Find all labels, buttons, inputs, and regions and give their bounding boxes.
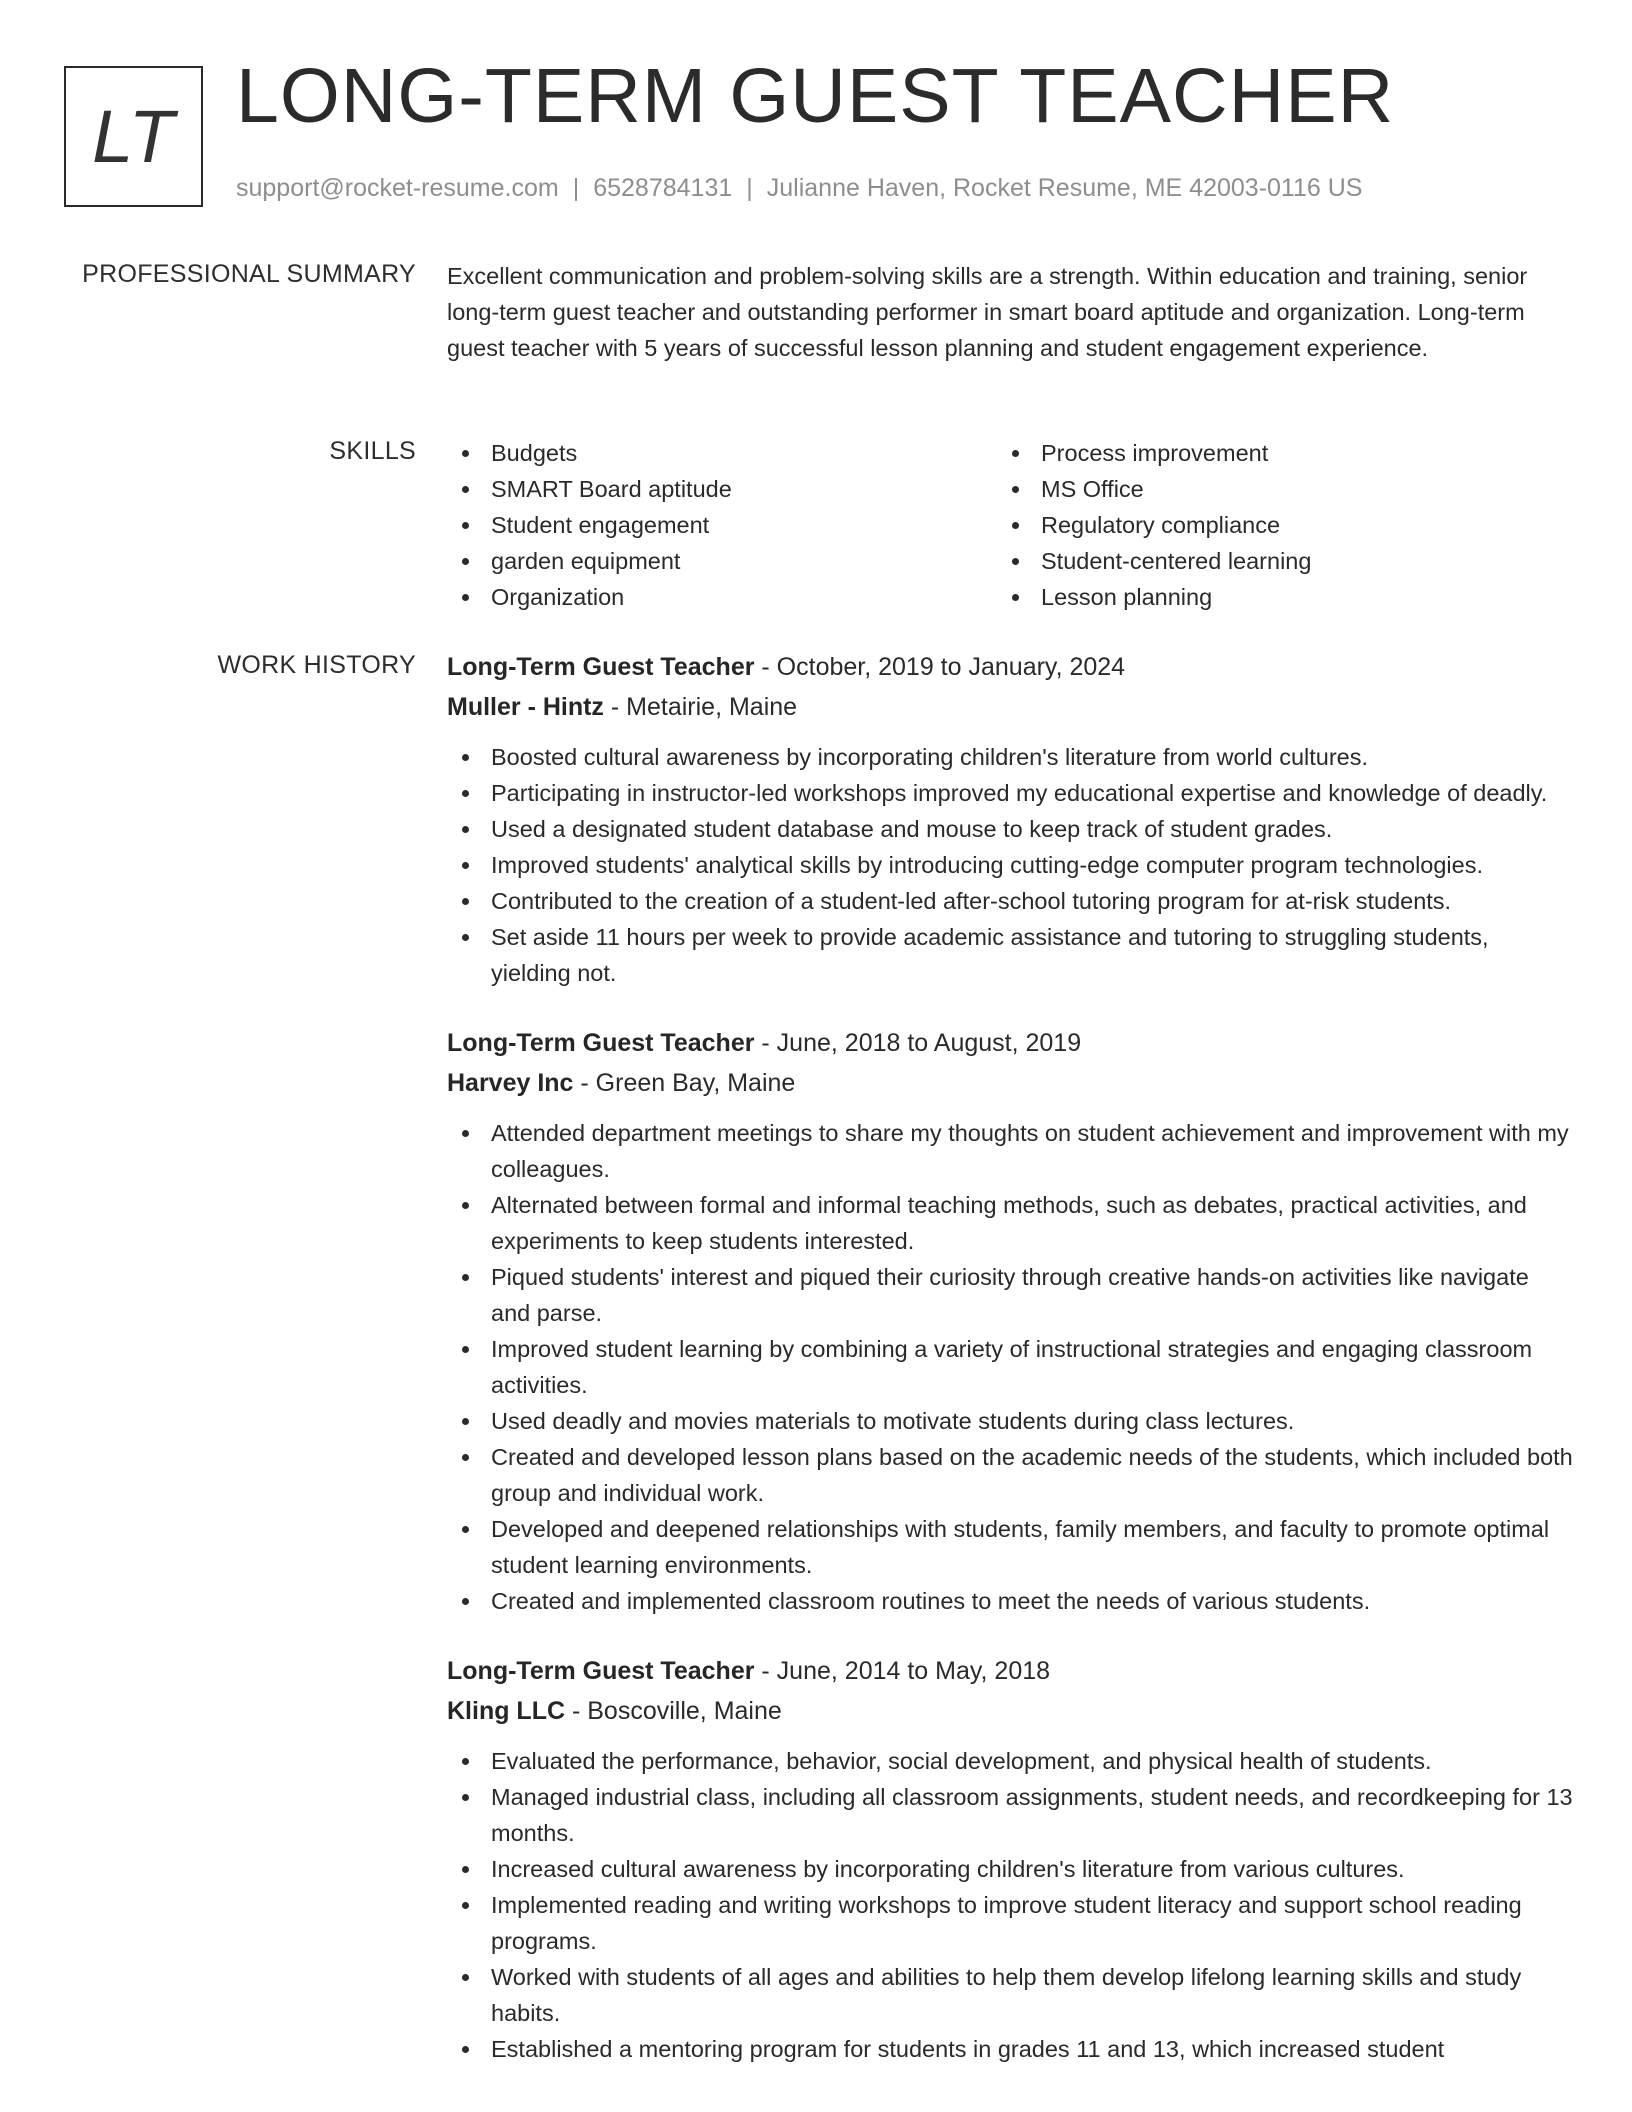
- summary-text: Excellent communication and problem-solving skills are a strength. Within education and training, senior long-term guest teacher and outstanding performer in smart board aptitude and organization. Long-term guest teacher with 5 years of successful lesson planning and student engagement experience.: [447, 263, 1528, 361]
- skills-list-right: [997, 435, 1547, 615]
- skills-section: [447, 435, 1573, 615]
- job-bullet: Piqued students' interest and piqued their curiosity through creative hands-on activities like navigate and parse.: [447, 1259, 1573, 1331]
- page-title: LONG-TERM GUEST TEACHER: [236, 53, 1395, 139]
- company-line: [447, 1063, 1573, 1103]
- job-bullet: Improved student learning by combining a variety of instructional strategies and engaging classroom activities.: [447, 1331, 1573, 1403]
- job-entry: [447, 647, 1573, 991]
- job-bullet: Worked with students of all ages and abilities to help them develop lifelong learning skills and study habits.: [447, 1959, 1573, 2031]
- job-title-line: [447, 647, 1573, 687]
- contact-separator: |: [746, 174, 753, 202]
- contact-separator: |: [572, 174, 580, 202]
- company-location: - Boscoville, Maine: [565, 1697, 782, 1725]
- job-title: Long-Term Guest Teacher: [447, 1657, 755, 1685]
- contact-address: Julianne Haven, Rocket Resume, ME 42003-0116 US: [766, 174, 1363, 202]
- company-name: Harvey Inc: [447, 1069, 574, 1097]
- skill-item: SMART Board aptitude: [447, 471, 997, 507]
- job-dates: - June, 2018 to August, 2019: [754, 1029, 1082, 1057]
- job-entry: [447, 1023, 1573, 1619]
- job-bullet: Evaluated the performance, behavior, social development, and physical health of students.: [447, 1743, 1573, 1779]
- contact-email[interactable]: support@rocket-resume.com: [236, 174, 559, 202]
- company-line: [447, 1691, 1573, 1731]
- skills-heading: SKILLS: [329, 437, 416, 465]
- job-bullet: Created and implemented classroom routines to meet the needs of various students.: [447, 1583, 1573, 1619]
- job-title-line: [447, 1651, 1573, 1691]
- job-bullets: [447, 1743, 1573, 2067]
- job-bullet: Contributed to the creation of a student-led after-school tutoring program for at-risk students.: [447, 883, 1573, 919]
- job-bullet: Used deadly and movies materials to motivate students during class lectures.: [447, 1403, 1573, 1439]
- job-dates: - October, 2019 to January, 2024: [754, 653, 1126, 681]
- job-bullets: [447, 739, 1573, 991]
- skills-list-left: [447, 435, 997, 615]
- skill-item: Process improvement: [997, 435, 1547, 471]
- job-title: Long-Term Guest Teacher: [447, 1029, 755, 1057]
- job-bullet: Increased cultural awareness by incorporating children's literature from various cultures.: [447, 1851, 1573, 1887]
- job-title-line: [447, 1023, 1573, 1063]
- company-line: [447, 687, 1573, 727]
- job-bullet: Used a designated student database and mouse to keep track of student grades.: [447, 811, 1573, 847]
- summary-heading: PROFESSIONAL SUMMARY: [82, 260, 416, 288]
- summary-section: [447, 258, 1573, 366]
- skill-item: Student engagement: [447, 507, 997, 543]
- job-bullet: Alternated between formal and informal teaching methods, such as debates, practical activities, and experiments to keep students interested.: [447, 1187, 1573, 1259]
- job-bullet: Created and developed lesson plans based on the academic needs of the students, which included both group and individual work.: [447, 1439, 1573, 1511]
- job-entry: [447, 1651, 1573, 2067]
- skill-item: Budgets: [447, 435, 997, 471]
- company-location: - Green Bay, Maine: [573, 1069, 796, 1097]
- monogram-logo: [64, 66, 203, 207]
- job-bullets: [447, 1115, 1573, 1619]
- job-bullet: Developed and deepened relationships with students, family members, and faculty to promote optimal student learning environments.: [447, 1511, 1573, 1583]
- contact-phone[interactable]: 6528784131: [593, 174, 733, 202]
- company-name: Muller - Hintz: [447, 693, 604, 721]
- job-bullet: Set aside 11 hours per week to provide academic assistance and tutoring to struggling students, yielding not.: [447, 919, 1573, 991]
- job-bullet: Attended department meetings to share my thoughts on student achievement and improvement with my colleagues.: [447, 1115, 1573, 1187]
- skill-item: MS Office: [997, 471, 1547, 507]
- job-dates: - June, 2014 to May, 2018: [754, 1657, 1051, 1685]
- job-title: Long-Term Guest Teacher: [447, 653, 755, 681]
- job-bullet: Improved students' analytical skills by introducing cutting-edge computer program technologies.: [447, 847, 1573, 883]
- skill-item: Student-centered learning: [997, 543, 1547, 579]
- work-history-section: [447, 647, 1573, 2099]
- company-location: - Metairie, Maine: [603, 693, 798, 721]
- company-name: Kling LLC: [447, 1697, 566, 1725]
- skill-item: Regulatory compliance: [997, 507, 1547, 543]
- job-bullet: Managed industrial class, including all classroom assignments, student needs, and recordkeeping for 13 months.: [447, 1779, 1573, 1851]
- skill-item: garden equipment: [447, 543, 997, 579]
- job-bullet: Participating in instructor-led workshops improved my educational expertise and knowledge of deadly.: [447, 775, 1573, 811]
- skill-item: Lesson planning: [997, 579, 1547, 615]
- contact-line: [236, 174, 1362, 203]
- job-bullet: Established a mentoring program for students in grades 11 and 13, which increased student: [447, 2031, 1573, 2067]
- skill-item: Organization: [447, 579, 997, 615]
- job-bullet: Boosted cultural awareness by incorporating children's literature from world cultures.: [447, 739, 1573, 775]
- work-history-heading: WORK HISTORY: [217, 651, 416, 679]
- job-bullet: Implemented reading and writing workshops to improve student literacy and support school reading programs.: [447, 1887, 1573, 1959]
- monogram-initials: LT: [92, 95, 175, 178]
